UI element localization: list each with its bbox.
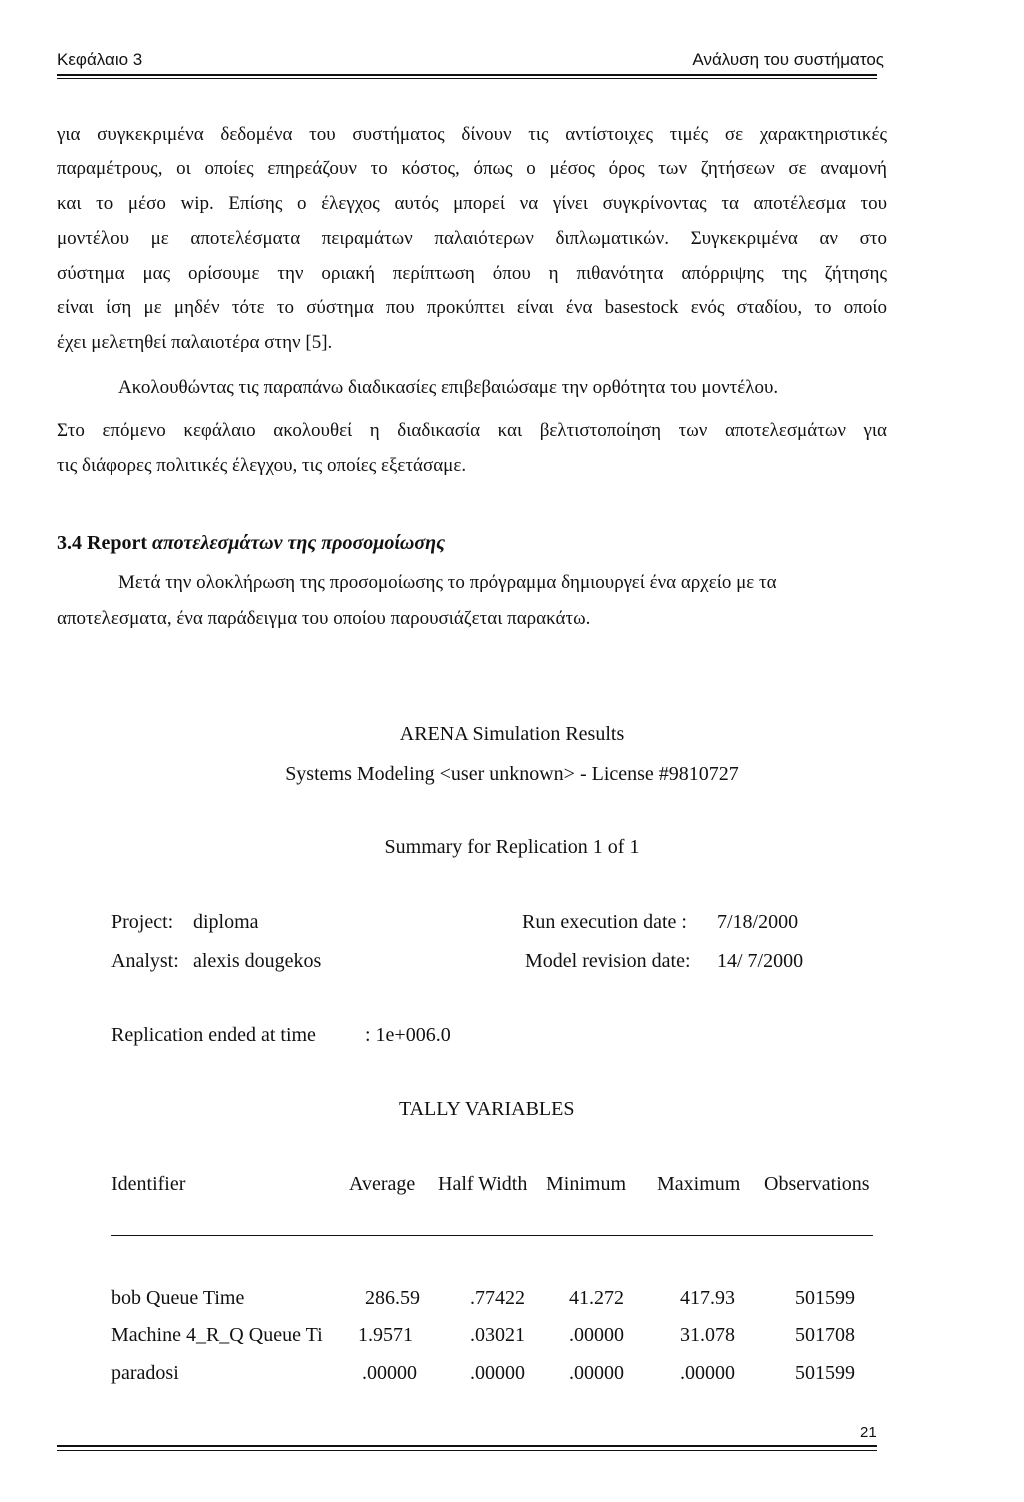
row-maximum: 31.078 xyxy=(680,1324,735,1346)
report-license: Systems Modeling <user unknown> - License #9810727 xyxy=(285,763,739,785)
row-minimum: .00000 xyxy=(569,1362,624,1384)
paragraph-2-line: Ακολουθώντας τις παραπάνω διαδικασίες επιβεβαιώσαμε την ορθότητα του μοντέλου. xyxy=(118,377,779,398)
row-half-width: .00000 xyxy=(470,1362,525,1384)
row-half-width: .03021 xyxy=(470,1324,525,1346)
model-revision-value: 14/ 7/2000 xyxy=(717,950,804,972)
paragraph-1-line: μοντέλου με αποτελέσματα πειραμάτων παλαιότερων διπλωματικών. Συγκεκριμένα αν στο xyxy=(57,228,887,249)
section-running-title: Ανάλυση του συστήματος xyxy=(692,50,884,69)
row-maximum: .00000 xyxy=(680,1362,735,1384)
page-number: 21 xyxy=(860,1424,877,1441)
row-average: 1.9571 xyxy=(358,1324,413,1346)
model-revision-label: Model revision date: xyxy=(525,950,691,972)
paragraph-1-line: είναι ίση με μηδέν τότε το σύστημα που προκύπτει είναι ένα basestock ενός σταδίου, το οποίο xyxy=(57,297,887,318)
header-rule-thick xyxy=(57,74,877,76)
row-identifier: Machine 4_R_Q Queue Ti xyxy=(111,1324,323,1346)
column-header: Average xyxy=(349,1173,416,1195)
row-identifier: paradosi xyxy=(111,1362,179,1384)
row-average: 286.59 xyxy=(365,1287,420,1309)
column-header: Maximum xyxy=(657,1173,741,1195)
paragraph-1-line: έχει μελετηθεί παλαιοτέρα στην [5]. xyxy=(57,332,333,353)
paragraph-3-line: αποτελεσματα, ένα παράδειγμα του οποίου παρουσιάζεται παρακάτω. xyxy=(57,608,591,629)
row-observations: 501599 xyxy=(795,1287,855,1309)
section-heading xyxy=(57,532,445,555)
row-average: .00000 xyxy=(362,1362,417,1384)
tally-variables-title: TALLY VARIABLES xyxy=(399,1098,575,1120)
footer-rule-thin xyxy=(57,1450,877,1451)
run-date-value: 7/18/2000 xyxy=(717,911,799,933)
replication-ended-value: : 1e+006.0 xyxy=(365,1024,451,1046)
paragraph-1-line: παραμέτρους, οι οποίες επηρεάζουν το κόστος, όπως ο μέσος όρος των ζητήσεων σε αναμονή xyxy=(57,158,887,179)
row-minimum: 41.272 xyxy=(569,1287,624,1309)
column-header: Observations xyxy=(764,1173,870,1195)
column-header: Minimum xyxy=(546,1173,627,1195)
header-rule-thin xyxy=(57,78,877,79)
section-number: 3.4 xyxy=(57,532,82,554)
row-minimum: .00000 xyxy=(569,1324,624,1346)
analyst-value: alexis dougekos xyxy=(193,950,322,972)
run-date-label: Run execution date : xyxy=(522,911,687,933)
project-value: diploma xyxy=(193,911,259,933)
report-title: ARENA Simulation Results xyxy=(399,723,625,745)
paragraph-1-line: σύστημα μας ορίσουμε την οριακή περίπτωση όπου η πιθανότητα απόρριψης της ζήτησης xyxy=(57,263,887,284)
paragraph-3-line: Μετά την ολοκλήρωση της προσομοίωσης το πρόγραμμα δημιουργεί ένα αρχείο με τα xyxy=(118,572,777,593)
analyst-label: Analyst: xyxy=(111,950,179,972)
paragraph-1-line: για συγκεκριμένα δεδομένα του συστήματος δίνουν τις αντίστοιχες τιμές σε χαρακτηριστικές xyxy=(57,124,887,145)
paragraph-2-line: Στο επόμενο κεφάλαιο ακολουθεί η διαδικασία και βελτιστοποίηση των αποτελεσμάτων για xyxy=(57,420,887,441)
row-maximum: 417.93 xyxy=(680,1287,735,1309)
section-title-en: Report xyxy=(87,532,147,554)
paragraph-1-line: και το μέσο wip. Επίσης ο έλεγχος αυτός μπορεί να γίνει συγκρίνοντας τα αποτέλεσμα του xyxy=(57,193,887,214)
row-half-width: .77422 xyxy=(470,1287,525,1309)
section-title-gr: αποτελεσμάτων της προσομοίωσης xyxy=(151,532,446,554)
paragraph-2-line: τις διάφορες πολιτικές έλεγχου, τις οποίες εξετάσαμε. xyxy=(57,455,467,476)
row-identifier: bob Queue Time xyxy=(111,1287,245,1309)
replication-ended-label: Replication ended at time xyxy=(111,1024,316,1046)
row-observations: 501708 xyxy=(795,1324,855,1346)
column-header: Identifier xyxy=(111,1173,186,1195)
report-summary: Summary for Replication 1 of 1 xyxy=(384,836,640,858)
chapter-label: Κεφάλαιο 3 xyxy=(57,50,143,69)
column-header: Half Width xyxy=(438,1173,528,1195)
project-label: Project: xyxy=(111,911,174,933)
table-divider xyxy=(111,1235,873,1236)
row-observations: 501599 xyxy=(795,1362,855,1384)
footer-rule-thick xyxy=(57,1445,877,1447)
